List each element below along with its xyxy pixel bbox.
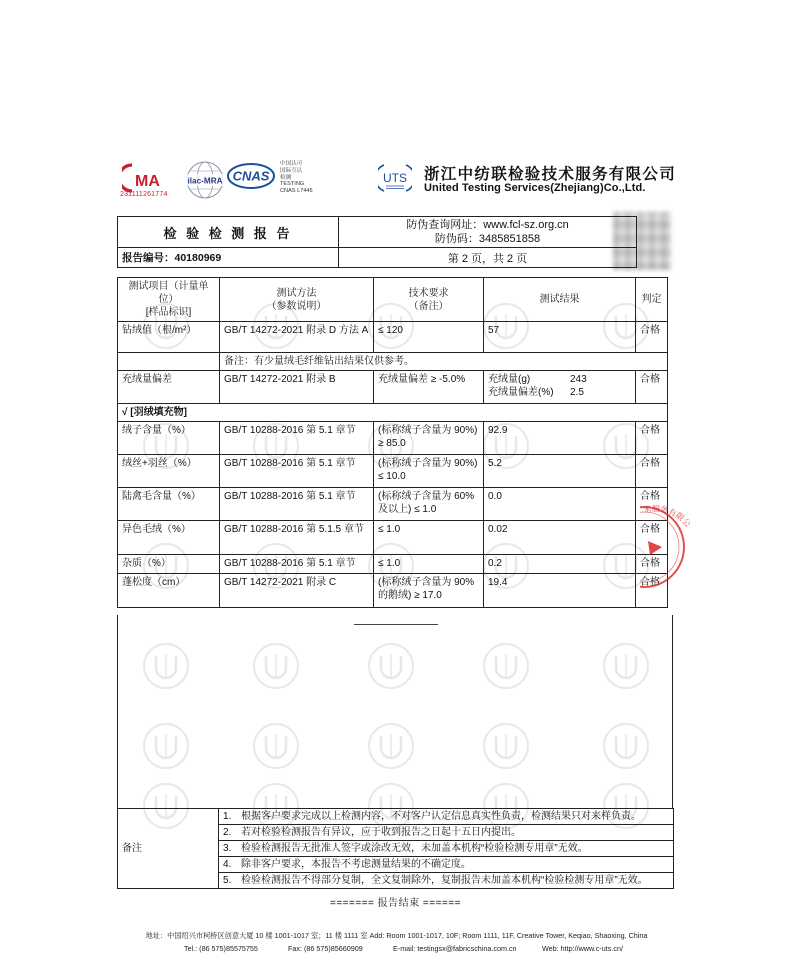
ilac-mra-logo <box>183 158 227 202</box>
cnas-text: CNAS <box>232 168 270 184</box>
results-table <box>117 277 668 608</box>
page-indicator: 第 2 页，共 2 页 <box>339 248 637 268</box>
header-method: 测试方法 （参数说明） <box>220 278 374 322</box>
report-header-table <box>117 216 637 268</box>
stamp-text: 术服务有限公 <box>642 504 693 529</box>
footer-address: 地址：中国绍兴市柯桥区创意大厦 10 楼 1001-1017 室；11 楼 1111 室 Add: Room 1001-1017, 10F; Room 1111, 11F, Creative Tower, Keqiao, Shaoxing, China <box>145 931 648 940</box>
table-row: 杂质（%） GB/T 10288-2016 第 5.1 章节 ≤ 1.0 0.2 合格 <box>118 555 668 574</box>
header-req: 技术要求 （备注） <box>374 278 484 322</box>
note-item: 4. 除非客户要求，本报告不考虑测量结果的不确定度。 <box>219 857 674 873</box>
uts-text: UTS <box>383 171 407 185</box>
section-row <box>118 404 668 422</box>
table-header-row <box>118 278 668 322</box>
svg-text:MA: MA <box>135 173 160 190</box>
inspection-stamp <box>640 503 698 591</box>
footer-web[interactable]: Web: http://www.c-uts.cn/ <box>542 944 623 953</box>
report-end-marker: ======= 报告结束 ====== <box>330 898 461 909</box>
header-item: 测试项目（计量单位） [样品标识] <box>118 278 220 322</box>
table-row: 蓬松度（cm） GB/T 14272-2021 附录 C (标称绒子含量为 90% 的鹅绒) ≥ 17.0 19.4 合格 <box>118 574 668 608</box>
notes-label: 备注 <box>118 809 219 889</box>
header-result: 测试结果 <box>484 278 636 322</box>
uts-logo <box>378 161 412 195</box>
table-row: 钻绒值（根/m²） GB/T 14272-2021 附录 D 方法 A ≤ 120 57 合格 <box>118 322 668 353</box>
table-blank-area <box>117 615 673 808</box>
cnas-side-text: 中国认可 国际互认 检测 TESTING CNAS L7446 <box>280 161 313 195</box>
verify-info <box>339 217 637 248</box>
note-item: 1. 根据客户要求完成以上检测内容，不对客户认定信息真实性负责，检测结果只对来样负责。 <box>219 809 674 825</box>
table-note-row: 备注：有少量绒毛纤维钻出结果仅供参考。 <box>118 353 668 371</box>
table-row: 绒子含量（%） GB/T 10288-2016 第 5.1 章节 (标称绒子含量为 90%) ≥ 85.0 92.9 合格 <box>118 422 668 455</box>
company-name-cn: 浙江中纺联检验技术服务有限公司 <box>424 166 677 183</box>
footer-email[interactable]: E-mail: testingsx@fabricschina.com.cn <box>393 944 517 953</box>
footer-fax: Fax: (86 575)85660909 <box>288 944 363 953</box>
cnas-logo <box>226 161 276 191</box>
note-item: 2. 若对检验检测报告有异议，应于收到报告之日起十五日内提出。 <box>219 825 674 841</box>
table-row: 绒丝+羽丝（%） GB/T 10288-2016 第 5.1 章节 (标称绒子含量为 90%) ≤ 10.0 5.2 合格 <box>118 455 668 488</box>
report-number: 报告编号：40180969 <box>118 248 339 268</box>
section-label: √ [羽绒填充物] <box>118 404 668 422</box>
footer-tel: Tel.: (86 575)85575755 <box>184 944 258 953</box>
report-title: 检 验 检 测 报 告 <box>118 217 339 248</box>
verify-url: 防伪查询网址：www.fcl-sz.org.cn <box>406 219 569 231</box>
notes-table <box>117 808 674 889</box>
cma-number: 231111261774 <box>120 191 168 198</box>
table-row: 异色毛绒（%） GB/T 10288-2016 第 5.1.5 章节 ≤ 1.0 0.02 合格 <box>118 521 668 555</box>
table-row: 陆禽毛含量（%） GB/T 10288-2016 第 5.1 章节 (标称绒子含量为 60% 及以上) ≤ 1.0 0.0 合格 <box>118 488 668 521</box>
end-of-results-line <box>354 624 438 625</box>
svg-text:术服务有限公 <box>642 504 692 529</box>
security-code: 防伪码：3485851858 <box>434 233 541 245</box>
table-row: 充绒量偏差 GB/T 14272-2021 附录 B 充绒量偏差 ≥ -5.0% 充绒量(g) 243 充绒量偏差(%) 2.5 合格 <box>118 371 668 404</box>
ilac-text: ilac-MRA <box>187 176 223 186</box>
note-item: 3. 检验检测报告无批准人签字或涂改无效，未加盖本机构“检验检测专用章”无效。 <box>219 841 674 857</box>
company-name-en: United Testing Services(Zhejiang)Co.,Ltd. <box>424 182 646 194</box>
header-judge: 判定 <box>636 278 668 322</box>
note-item: 5. 检验检测报告不得部分复制，全文复制除外，复制报告未加盖本机构“检验检测专用章”无效。 <box>219 873 674 889</box>
